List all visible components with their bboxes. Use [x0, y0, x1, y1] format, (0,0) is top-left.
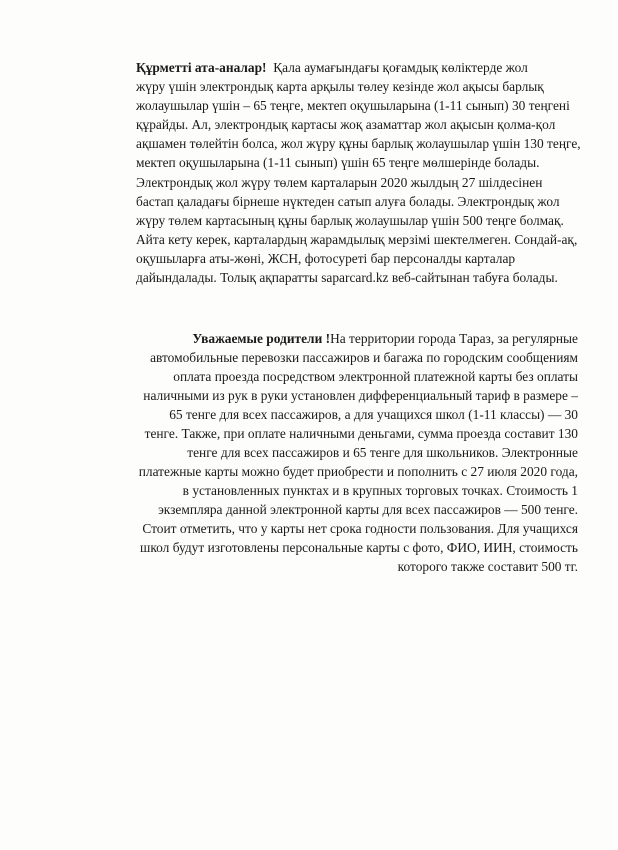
russian-line: Стоит отметить, что у карты нет срока годности пользования. Для учащихся — [142, 521, 578, 536]
kazakh-notice — [136, 58, 588, 287]
kazakh-line: оқушыларға аты-жөні, ЖСН, фотосуреті бар персоналды карталар — [136, 250, 516, 266]
russian-line: тенге для всех пассажиров и 65 тенге для школьников. Электронные — [187, 445, 578, 460]
russian-line: школ будут изготовлены персональные карты с фото, ФИО, ИИН, стоимость — [140, 540, 578, 555]
kazakh-line: құрайды. Ал, электрондық картасы жоқ азаматтар жол ақысын қолма-қол — [136, 117, 556, 133]
kazakh-greeting: Құрметті ата-аналар! — [136, 60, 267, 75]
kazakh-line: Электрондық жол жүру төлем карталарын 2020 жылдың 27 шілдесінен — [136, 174, 543, 190]
russian-greeting: Уважаемые родители ! — [192, 331, 331, 346]
kazakh-line: жүру төлем картасының құны барлық жолаушылар үшін 500 теңге болмақ. — [136, 212, 564, 228]
russian-notice — [114, 329, 578, 576]
kazakh-first-line — [136, 58, 588, 77]
russian-line: экземпляра данной электронной карты для всех пассажиров — 500 тенге. — [158, 502, 578, 517]
kazakh-line: Айта кету керек, карталардың жарамдылық мерзімі шектелмеген. Сондай-ақ, — [136, 231, 578, 247]
russian-line: тенге. Также, при оплате наличными деньгами, сумма проезда составит 130 — [144, 426, 578, 441]
kazakh-line: жүру үшін электрондық карта арқылы төлеу кезінде жол ақысы барлық — [136, 79, 544, 95]
russian-line: 65 тенге для всех пассажиров, а для учащихся школ (1-11 классы) — 30 — [169, 407, 578, 422]
kazakh-line: мектеп оқушыларына (1-11 сынып) үшін 65 теңге мөлшерінде болады. — [136, 155, 540, 171]
russian-line: которого также составит 500 тг. — [397, 559, 578, 574]
russian-first-line — [114, 329, 578, 348]
russian-line: платежные карты можно будет приобрести и пополнить с 27 июля 2020 года, — [138, 464, 578, 479]
kazakh-line: ақшамен төлейтін болса, жол жүру құны барлық жолаушылар үшін 130 теңге, — [136, 136, 581, 152]
russian-line: наличными из рук в руки установлен дифференциальный тариф в размере – — [143, 388, 578, 403]
kazakh-line: бастап қаладағы бірнеше нүктеден сатып алуға болады. Электрондық жол — [136, 193, 560, 209]
russian-line: автомобильные перевозки пассажиров и багажа по городским сообщениям — [150, 350, 578, 365]
kazakh-line: жолаушылар үшін – 65 теңге, мектеп оқушыларына (1-11 сынып) 30 теңгені — [136, 98, 570, 114]
russian-line: в установленных пунктах и в крупных торговых точках. Стоимость 1 — [182, 483, 578, 498]
russian-first-line-text: На территории города Тараз, за регулярные — [330, 331, 578, 346]
russian-line: оплата проезда посредством электронной платежной карты без оплаты — [173, 369, 578, 384]
kazakh-first-line-text: Қала аумағындағы қоғамдық көліктерде жол — [266, 60, 528, 75]
kazakh-line: дайындалады. Толық ақпаратты saparcard.kz веб-сайтынан табуға болады. — [136, 270, 558, 286]
